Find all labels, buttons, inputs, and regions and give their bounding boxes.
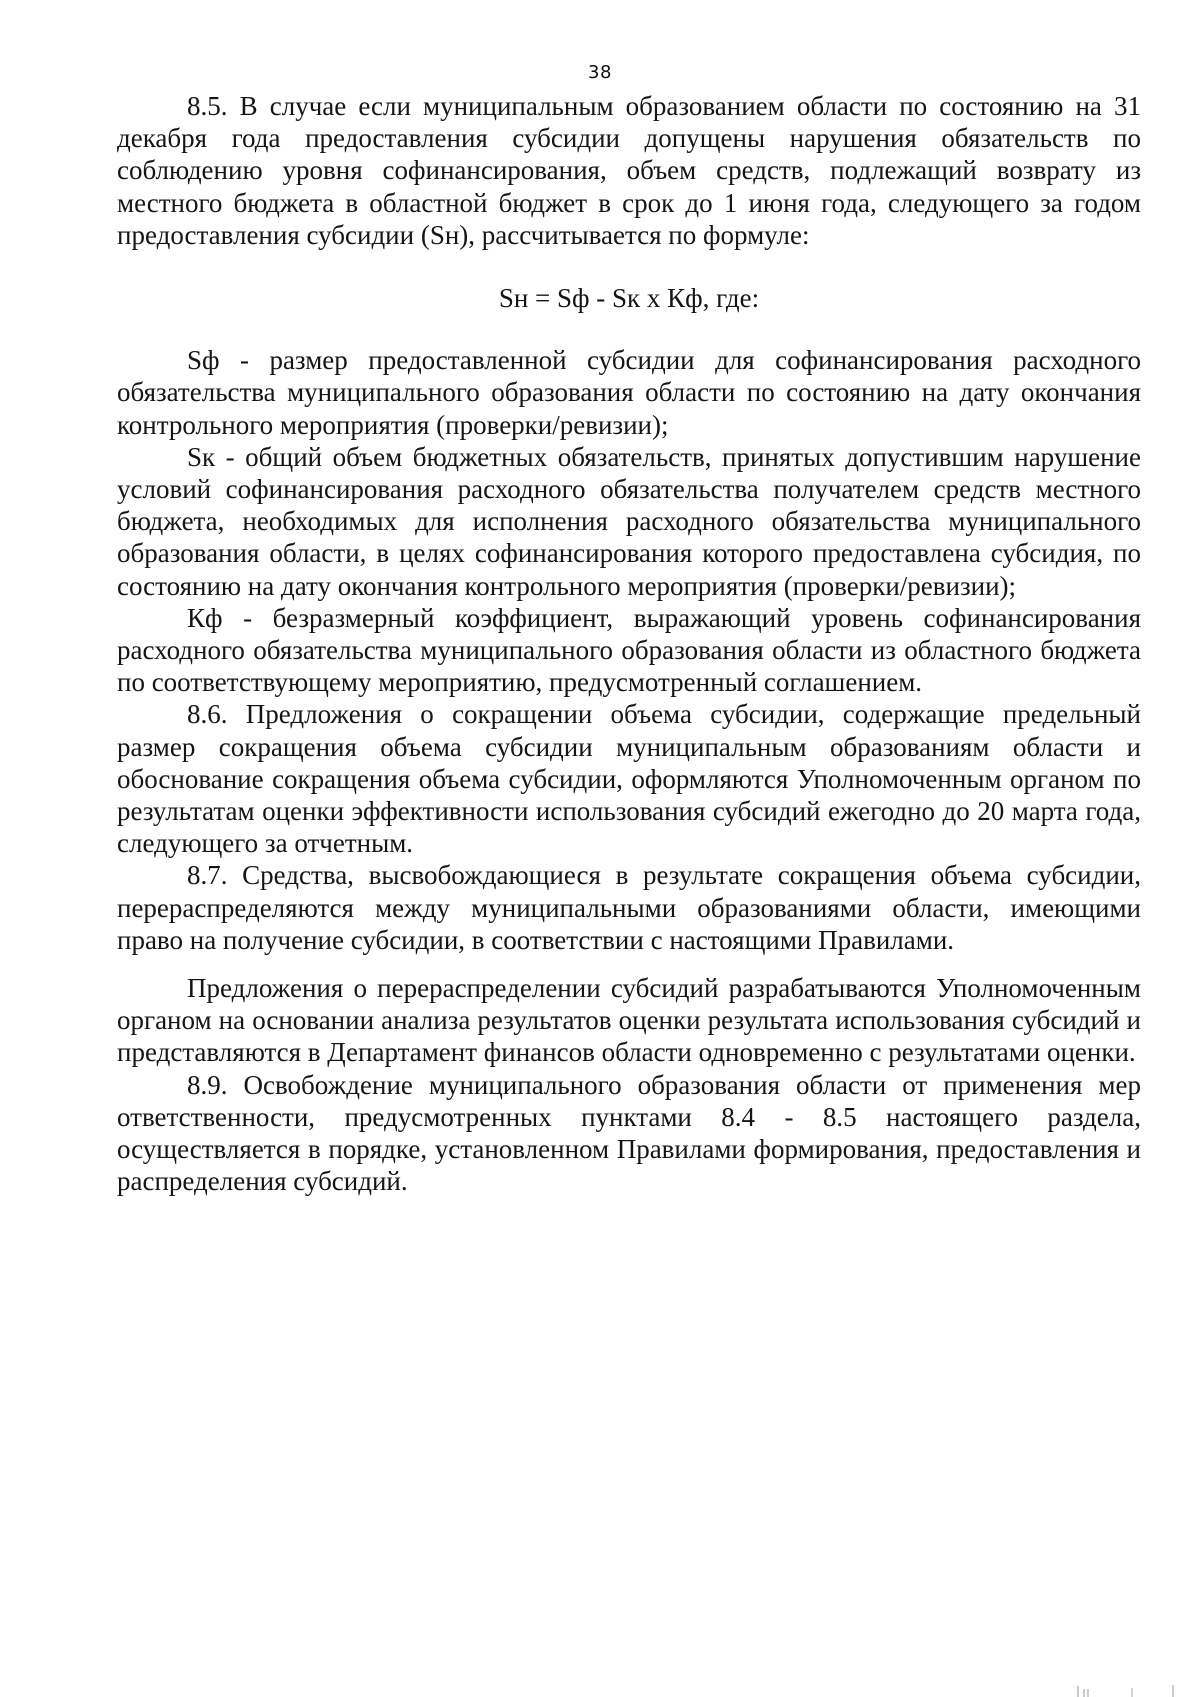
definition-sk: Sк - общий объем бюджетных обязательств, принятых допустившим нарушение условий софинансирования расходного обязательства получателем средств местного бюджета, необходимых для исполнения расходного обязательства муниципального образования области, в целях софинансирования которого предоставлена субсидия, по состоянию на дату окончания контрольного мероприятия (проверки/ревизии); <box>117 441 1141 601</box>
paragraph-8-6: 8.6. Предложения о сокращении объема субсидии, содержащие предельный размер сокращения объема субсидии муниципальным образованиям области и обоснование сокращения объема субсидии, оформляются Уполномоченным органом по результатам оценки эффективности использования субсидий ежегодно до 20 марта года, следующего за отчетным. <box>117 699 1141 859</box>
document-body <box>117 90 1141 1198</box>
paragraph-8-9: 8.9. Освобождение муниципального образования области от применения мер ответственности, предусмотренных пунктами 8.4 - 8.5 настоящего раздела, осуществляется в порядке, установленном Правилами формирования, предоставления и распределения субсидий. <box>117 1069 1141 1197</box>
definition-sf: Sф - размер предоставленной субсидии для софинансирования расходного обязательства муниципального образования области по состоянию на дату окончания контрольного мероприятия (проверки/ревизии); <box>117 345 1141 440</box>
definition-kf: Кф - безразмерный коэффициент, выражающий уровень софинансирования расходного обязательства муниципального образования области из областного бюджета по соответствующему мероприятию, предусмотренный соглашением. <box>117 602 1141 698</box>
paragraph-8-7: 8.7. Средства, высвобождающиеся в результате сокращения объема субсидии, перераспределяются между муниципальными образованиями области, имеющими право на получение субсидии, в соответствии с настоящими Правилами. <box>117 860 1141 955</box>
paragraph-8-5: 8.5. В случае если муниципальным образованием области по состоянию на 31 декабря года предоставления субсидии допущены нарушения обязательств по соблюдению уровня софинансирования, объем средств, подлежащий возврату из местного бюджета в областной бюджет в срок до 1 июня года, следующего за годом предоставления субсидии (Sн), рассчитывается по формуле: <box>117 91 1141 250</box>
page-number: 38 <box>588 62 612 83</box>
scan-artifact-marks <box>1070 1683 1180 1697</box>
formula: Sн = Sф - Sк х Кф, где: <box>498 283 760 314</box>
paragraph-redistribution-proposals: Предложения о перераспределении субсидий разрабатываются Уполномоченным органом на основании анализа результатов оценки результата использования субсидий и представляются в Департамент финансов области одновременно с результатами оценки. <box>117 973 1141 1068</box>
